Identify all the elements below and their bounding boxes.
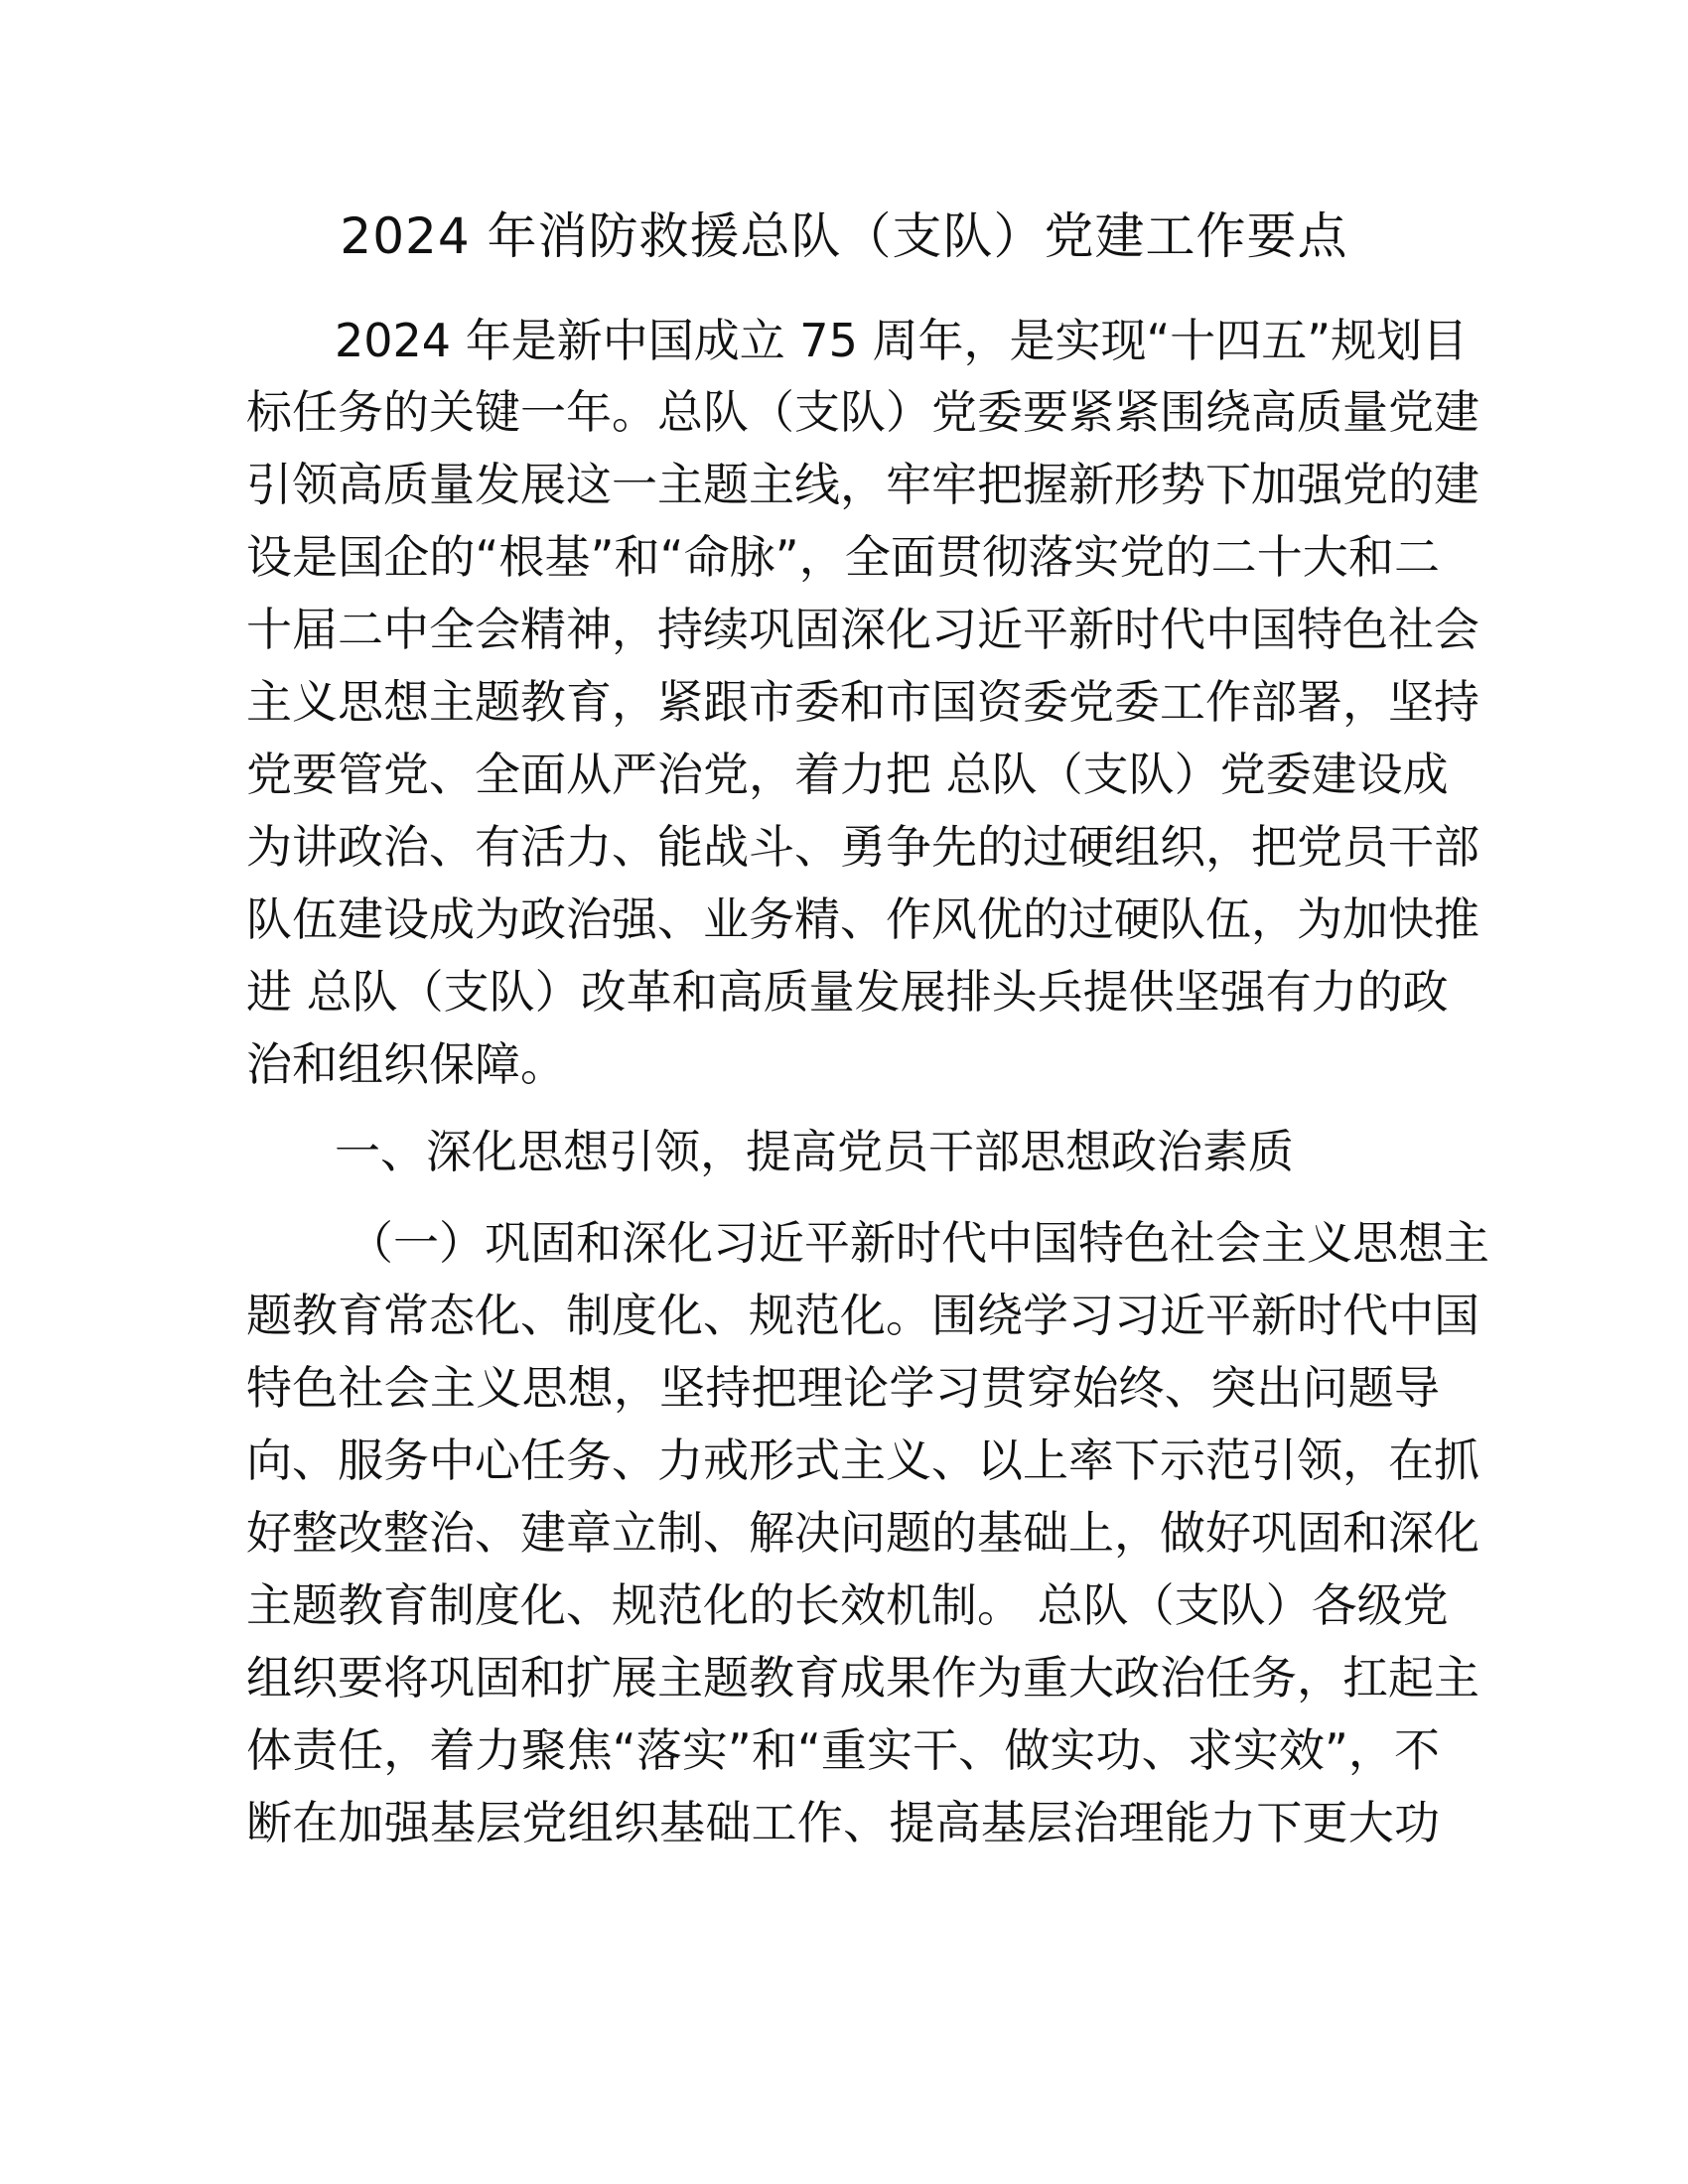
subsection-line: 组织要将巩固和扩展主题教育成果作为重大政治任务，扛起主 — [246, 1651, 1479, 1705]
paragraph-line: 为讲政治、有活力、能战斗、勇争先的过硬组织，把党员干部 — [246, 820, 1479, 874]
subsection-line: 断在加强基层党组织基础工作、提高基层治理能力下更大功 — [246, 1796, 1440, 1849]
subsection-line: （一）巩固和深化习近平新时代中国特色社会主义思想主 — [348, 1216, 1489, 1270]
section-heading: 一、深化思想引领，提高党员干部思想政治素质 — [335, 1125, 1294, 1178]
subsection-line: 题教育常态化、制度化、规范化。围绕学习习近平新时代中国 — [246, 1289, 1479, 1342]
subsection-line: 主题教育制度化、规范化的长效机制。 总队（支队）各级党 — [246, 1578, 1449, 1632]
document-title: 2024 年消防救援总队（支队）党建工作要点 — [340, 207, 1348, 265]
subsection-line: 特色社会主义思想，坚持把理论学习贯穿始终、突出问题导 — [246, 1361, 1440, 1415]
subsection-line: 体责任，着力聚焦“落实”和“重实干、做实功、求实效”，不 — [246, 1723, 1440, 1777]
paragraph-line: 十届二中全会精神，持续巩固深化习近平新时代中国特色社会 — [246, 603, 1479, 656]
paragraph-line: 标任务的关键一年。总队（支队）党委要紧紧围绕高质量党建 — [246, 385, 1479, 439]
subsection-line: 向、服务中心任务、力戒形式主义、以上率下示范引领，在抓 — [246, 1433, 1479, 1487]
paragraph-line: 党要管党、全面从严治党，着力把 总队（支队）党委建设成 — [246, 748, 1449, 801]
paragraph-line: 设是国企的“根基”和“命脉”，全面贯彻落实党的二十大和二 — [246, 530, 1440, 584]
paragraph-line: 引领高质量发展这一主题主线，牢牢把握新形势下加强党的建 — [246, 458, 1479, 511]
paragraph-line: 2024 年是新中国成立 75 周年，是实现“十四五”规划目 — [335, 314, 1469, 367]
paragraph-line: 队伍建设成为政治强、业务精、作风优的过硬队伍，为加快推 — [246, 892, 1479, 946]
subsection-line: 好整改整治、建章立制、解决问题的基础上，做好巩固和深化 — [246, 1506, 1479, 1560]
paragraph-line: 进 总队（支队）改革和高质量发展排头兵提供坚强有力的政 — [246, 965, 1449, 1019]
paragraph-line: 治和组织保障。 — [246, 1037, 566, 1091]
paragraph-line: 主义思想主题教育，紧跟市委和市国资委党委工作部署，坚持 — [246, 675, 1479, 729]
